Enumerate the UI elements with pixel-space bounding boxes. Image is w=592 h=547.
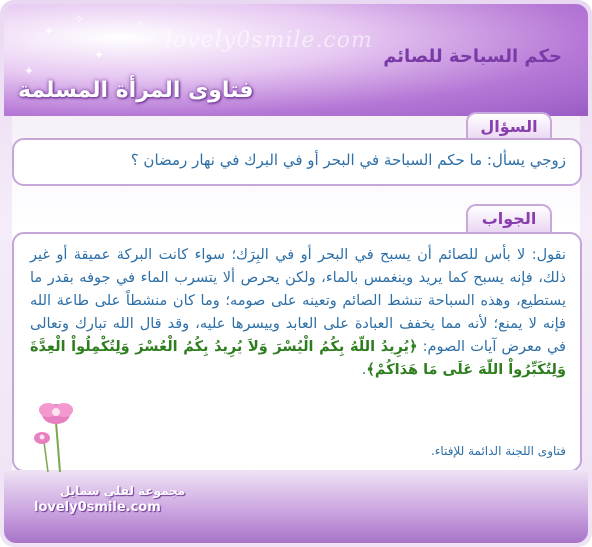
answer-source: فتاوى اللجنة الدائمة للإفتاء. <box>430 444 566 458</box>
sparkle-icon: ✦ <box>44 24 55 38</box>
site-title: فتاوى المرأة المسلمة <box>18 78 254 103</box>
quran-verse: ﴿يُرِيدُ اللّهُ بِكُمُ الْيُسْرَ وَلاَ يُرِيدُ بِكُمُ الْعُسْرَ وَلِتُكْمِلُواْ الْعِدَّةَ وَلِتُكَبِّرُواْ اللّهَ عَلَى مَا هَدَاكُمْ﴾ <box>30 339 566 378</box>
footer-group-name: مجموعة لفلي سمايل <box>60 484 186 498</box>
sparkle-icon: ✧ <box>74 12 85 26</box>
flower-icon <box>26 392 86 472</box>
question-text: زوجي يسأل: ما حكم السباحة في البحر أو في البرك في نهار رمضان ؟ <box>130 151 566 169</box>
question-label: السؤال <box>466 112 552 140</box>
answer-box <box>12 232 582 472</box>
answer-text <box>30 244 566 382</box>
answer-end: . <box>361 362 367 378</box>
footer-site-url[interactable]: lovely0smile.com <box>34 500 161 515</box>
sparkle-icon: ✦ <box>24 64 35 78</box>
answer-label: الجواب <box>466 204 552 232</box>
header-watermark: lovely0smile.com <box>165 28 373 53</box>
sparkle-icon: ✦ <box>94 48 105 62</box>
sparkle-icon: ✧ <box>134 18 145 32</box>
page-title: حكم السباحة للصائم <box>383 46 562 67</box>
question-box <box>12 138 582 186</box>
answer-body: نقول: لا بأس للصائم أن يسبح في البحر أو في البِرَك؛ سواء كانت البركة عميقة أو غير ذلك، فإنه يسبح كما يريد وينغمس بالماء، ولكن يحرص ألا يتسرب الماء في جوفه بقدر ما يستطيع، وهذه السباحة تنشط الصائم وتعينه على صومه؛ وما كان منشطاً على طاعة الله فإنه لا يمنع؛ لأنه مما يخفف العبادة على العابد وييسرها عليه، وقد قال الله تبارك وتعالى في معرض آيات الصوم: <box>30 247 566 355</box>
